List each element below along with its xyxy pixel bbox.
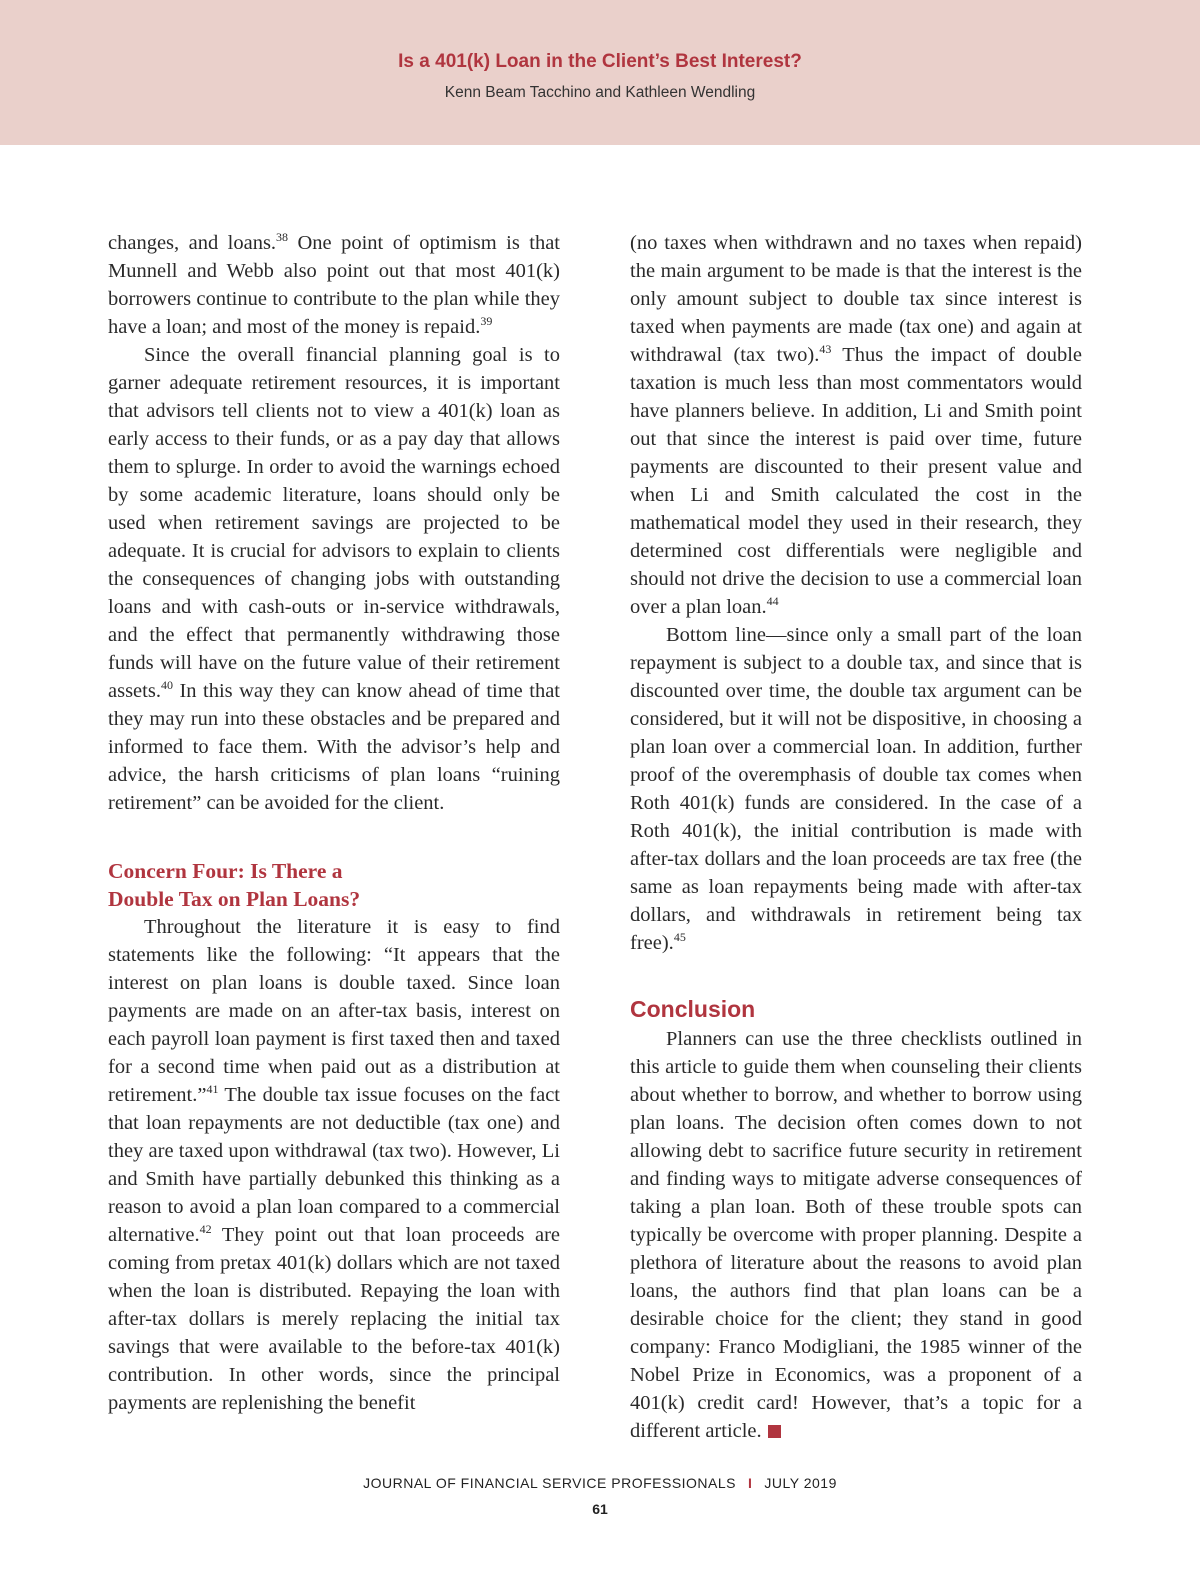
issue-date: JULY 2019 — [764, 1475, 837, 1491]
article-authors: Kenn Beam Tacchino and Kathleen Wendling — [444, 84, 756, 101]
footnote-ref[interactable]: 44 — [766, 594, 779, 608]
left-column — [108, 229, 560, 1417]
footnote-ref[interactable]: 45 — [673, 930, 686, 944]
journal-name: JOURNAL OF FINANCIAL SERVICE PROFESSIONALS — [363, 1475, 737, 1491]
page-footer — [0, 1475, 1200, 1491]
footnote-ref[interactable]: 39 — [480, 314, 493, 328]
paragraph: Throughout the literature it is easy to find statements like the following: “It appears that the interest on plan loans is double taxed. Since loan payments are made on an after-tax basis, interest on each payroll loan payment is first taxed then and taxed for a second time when paid out as a distribution at retirement.”$^{41}$ The double tax issue focuses on the fact that loan repayments are not deductible (tax one) and they are taxed upon withdrawal (tax two). However, Li and Smith have partially debunked this thinking as a reason to avoid a plan loan compared to a commercial alternative.$^{42}$ They point out that loan proceeds are coming from pretax 401(k) dollars which are not taxed when the loan is distributed. Repaying the loan with after-tax dollars is merely replacing the initial tax savings that were available to the before-tax 401(k) contribution. In other words, since the principal payments are replenishing the benefit — [108, 916, 560, 1414]
footnote-ref[interactable]: 43 — [819, 342, 832, 356]
paragraph: Bottom line—since only a small part of the loan repayment is subject to a double tax, and since that is discounted over time, the double tax argument can be considered, but it will not be dispositive, in choosing a plan loan over a commercial loan. In addition, further proof of the overemphasis of double tax comes when Roth 401(k) funds are considered. In the case of a Roth 401(k), the initial contribution is made with after-tax dollars and the loan proceeds are tax free (the same as loan repayments being made with after-tax dollars, and withdrawals in retirement being tax free).$^{45}$ — [630, 624, 1082, 954]
article-title: Is a 401(k) Loan in the Client’s Best Interest? — [398, 51, 802, 72]
paragraph: Since the overall financial planning goal is to garner adequate retirement resources, it is important that advisors tell clients not to view a 401(k) loan as early access to their funds, or as a pay day that allows them to splurge. In order to avoid the warnings echoed by some academic literature, loans should only be used when retirement savings are projected to be adequate. It is crucial for advisors to explain to clients the consequences of changing jobs with outstanding loans and with cash-outs or in-service withdrawals, and the effect that permanently withdrawing those funds will have on the future value of their retirement assets.$^{40}$ In this way they can know ahead of time that they may run into these obstacles and be prepared and informed to face them. With the advisor’s help and advice, the harsh criticisms of plan loans “ruining retirement” can be avoided for the client. — [108, 344, 560, 814]
conclusion-heading: Conclusion — [630, 996, 756, 1022]
running-header — [0, 0, 1200, 145]
footnote-ref[interactable]: 42 — [199, 1222, 212, 1236]
footnote-ref[interactable]: 40 — [160, 678, 173, 692]
section-heading: Concern Four: Is There a Double Tax on Plan Loans? — [108, 859, 361, 911]
paragraph: Planners can use the three checklists outlined in this article to guide them when counseling their clients about whether to borrow, and whether to borrow using plan loans. The decision often comes down to not allowing debt to sacrifice future security in retirement and finding ways to mitigate adverse consequences of taking a plan loan. Both of these trouble spots can typically be overcome with proper planning. Despite a plethora of literature about the reasons to avoid plan loans, the authors find that plan loans can be a desirable choice for the client; they stand in good company: Franco Modigliani, the 1985 winner of the Nobel Prize in Economics, was a proponent of a 401(k) credit card! However, that’s a topic for a different article. — [630, 1028, 1082, 1442]
paragraph: changes, and loans.$^{38}$ One point of optimism is that Munnell and Webb also point out that most 401(k) borrowers continue to contribute to the plan while they have a loan; and most of the money is repaid.$^{39}$ — [108, 230, 560, 338]
footnote-ref[interactable]: 41 — [206, 1082, 219, 1096]
end-of-article-icon — [768, 1425, 781, 1438]
paragraph: (no taxes when withdrawn and no taxes when repaid) the main argument to be made is that the interest is the only amount subject to double tax since interest is taxed when payments are made (tax one) and again at withdrawal (tax two).$^{43}$ Thus the impact of double taxation is much less than most commentators would have planners believe. In addition, Li and Smith point out that since the interest is paid over time, future payments are discounted to their present value and when Li and Smith calculated the cost in the mathematical model they used in their research, they determined cost differentials were negligible and should not drive the decision to use a commercial loan over a plan loan.$^{44}$ — [630, 232, 1082, 618]
right-column — [630, 229, 1082, 1445]
footnote-ref[interactable]: 38 — [276, 230, 289, 244]
page-number: 61 — [592, 1501, 608, 1517]
footer-separator: I — [748, 1475, 753, 1491]
